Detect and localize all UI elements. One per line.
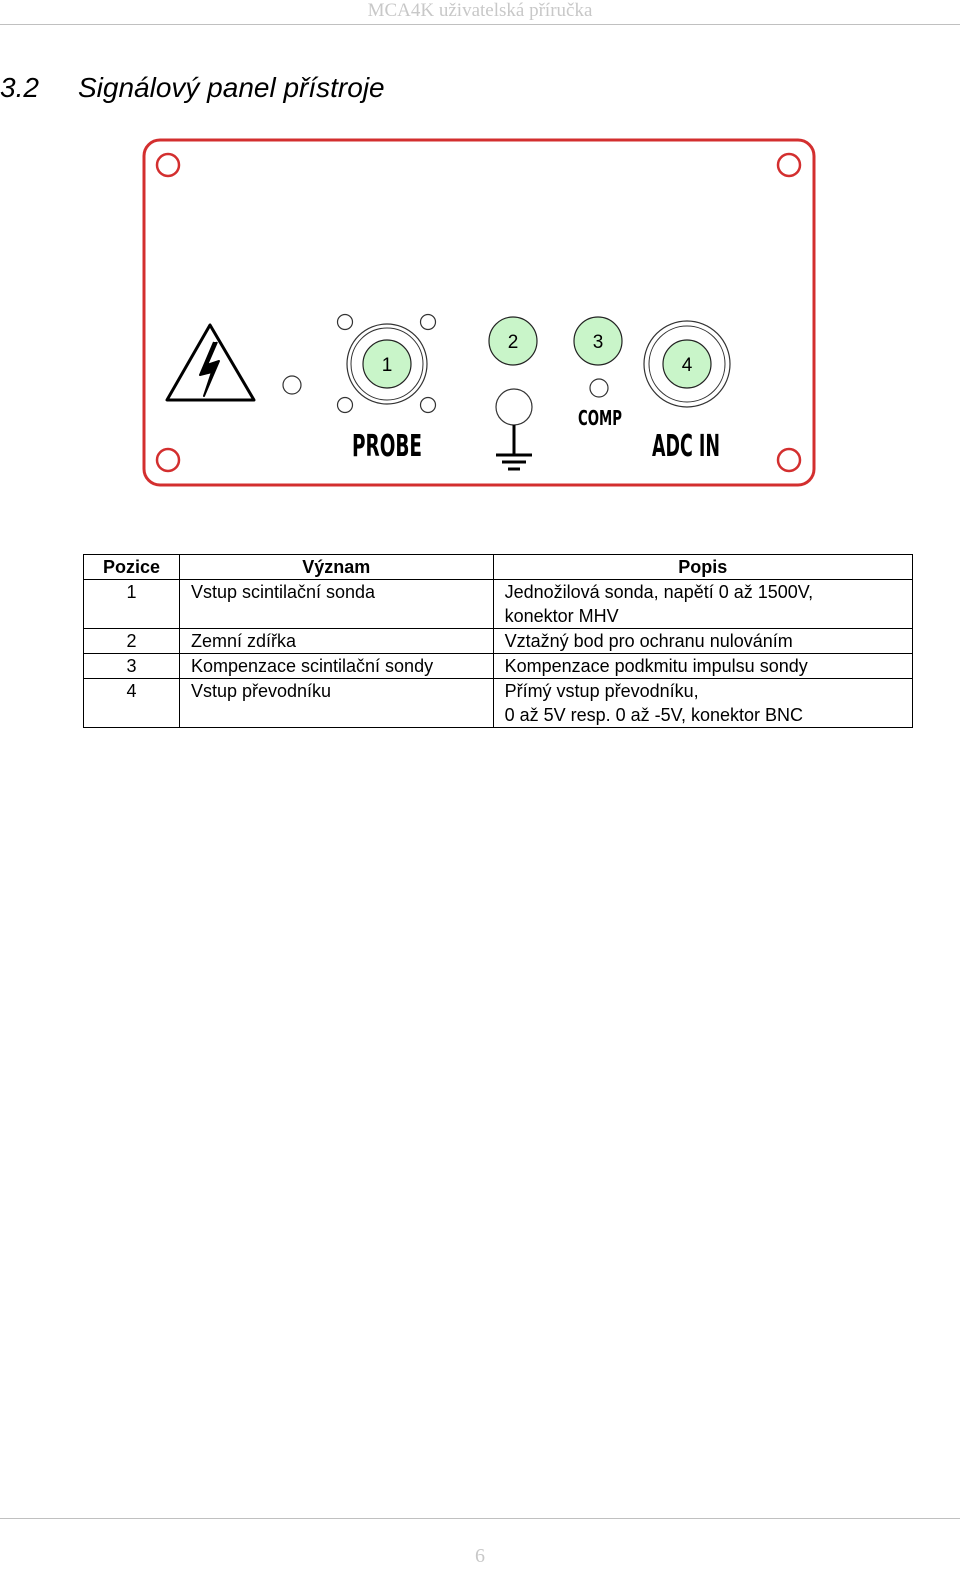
table-row [84,679,913,728]
row-vyznam: Kompenzace scintilační sondy [179,654,493,679]
mounting-hole-bottom-right [778,449,800,471]
header-vyznam: Význam [179,555,493,580]
row-pozice: 1 [84,580,180,629]
mounting-hole-top-right [778,154,800,176]
section-title: Signálový panel přístroje [78,72,385,103]
header-pozice: Pozice [84,555,180,580]
popis-line: Vztažný bod pro ochranu nulováním [504,631,793,651]
popis-line: konektor MHV [504,606,619,626]
adc-in-label: ADC IN [652,429,720,464]
row-vyznam: Zemní zdířka [179,629,493,654]
connector-spec-table [83,554,913,728]
connector-number-2: 2 [507,332,519,353]
popis-line: Jednožilová sonda, napětí 0 až 1500V, [504,582,814,602]
table-row [84,629,913,654]
indicator-led [283,376,301,394]
signal-panel-drawing [0,130,960,500]
table-row [84,580,913,629]
page-header: MCA4K uživatelská příručka [367,0,593,21]
mounting-hole-bottom-left [157,449,179,471]
ground-icon [496,425,532,469]
popis-line: 0 až 5V resp. 0 až -5V, konektor BNC [504,705,804,725]
section-heading [0,72,385,104]
section-number: 3.2 [0,72,39,103]
row-pozice: 4 [84,679,180,728]
table-header-row [84,555,913,580]
popis-line: Přímý vstup převodníku, [504,681,699,701]
connector-number-3: 3 [592,332,604,353]
header-rule [0,24,960,25]
ground-socket [496,389,532,425]
row-popis [493,679,912,728]
probe-label: PROBE [352,429,422,464]
header-popis: Popis [493,555,912,580]
connector-number-4: 4 [681,355,693,376]
table-row [84,654,913,679]
row-popis [493,629,912,654]
popis-line: Kompenzace podkmitu impulsu sondy [504,656,808,676]
high-voltage-warning-icon [167,325,254,400]
row-vyznam: Vstup převodníku [179,679,493,728]
comp-trimmer [590,379,608,397]
row-popis [493,580,912,629]
row-vyznam: Vstup scintilační sonda [179,580,493,629]
mounting-hole-top-left [157,154,179,176]
row-pozice: 2 [84,629,180,654]
row-popis [493,654,912,679]
connector-number-1: 1 [381,355,393,376]
page-number: 6 [475,1545,485,1567]
row-pozice: 3 [84,654,180,679]
footer-rule [0,1518,960,1519]
comp-label: COMP [578,406,622,430]
